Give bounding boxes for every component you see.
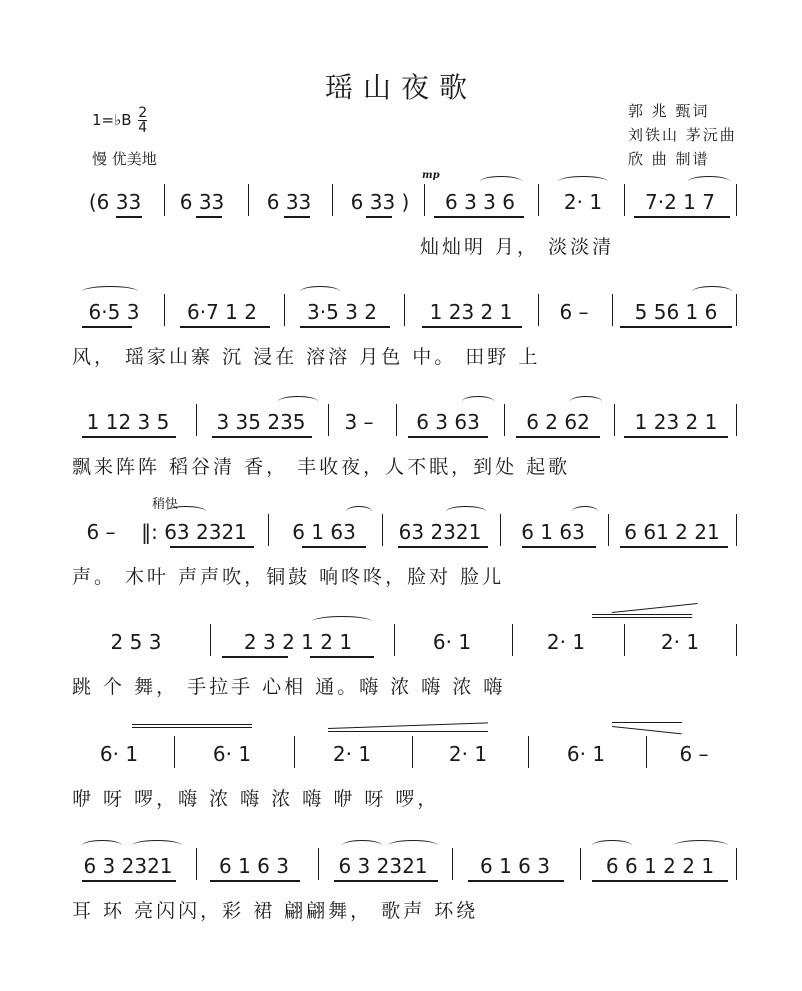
barline [504, 404, 505, 436]
barline [608, 514, 609, 546]
trill-line [592, 617, 692, 618]
underline [82, 436, 176, 438]
barline [394, 624, 395, 656]
measure: 3 35 235 [216, 410, 306, 434]
slur [692, 286, 732, 297]
underline [82, 326, 132, 328]
slur [570, 396, 602, 407]
slur [300, 286, 340, 297]
underline [408, 436, 488, 438]
slur [166, 506, 206, 517]
lyrics-line: 耳 环 亮闪闪，彩 裙 翩翩舞， 歌声 环绕 [72, 900, 479, 922]
song-title: 瑶山夜歌 [324, 71, 477, 104]
slur [592, 840, 632, 851]
measure: 6· 1 [566, 742, 606, 766]
slur [342, 840, 382, 851]
measure-row [72, 512, 742, 552]
barline [396, 404, 397, 436]
barline [174, 736, 175, 768]
slur [82, 286, 138, 297]
barline [424, 184, 425, 216]
barline [538, 184, 539, 216]
underline [116, 216, 142, 218]
slur [312, 616, 372, 627]
barline [624, 184, 625, 216]
barline [614, 404, 615, 436]
underline [516, 436, 600, 438]
underline [620, 546, 728, 548]
measure: 2 5 3 [110, 630, 162, 654]
measure: 3·5 3 2 [307, 300, 377, 324]
time-signature-top: 2 [138, 105, 148, 121]
barline [500, 514, 501, 546]
measure: 6 3 2321 [338, 854, 428, 878]
measure: 63 2321 [398, 520, 482, 544]
barline [538, 294, 539, 326]
measure: 2· 1 [332, 742, 372, 766]
measure: 1 12 3 5 [86, 410, 170, 434]
lyrics-line: 风， 瑶家山寨 沉 浸在 溶溶 月色 中。 田野 上 [72, 346, 541, 368]
slur [462, 396, 494, 407]
slur [82, 840, 122, 851]
measure: 7·2 1 7 [645, 190, 715, 214]
measure: 6 – [86, 520, 116, 544]
barline [382, 514, 383, 546]
measure: 6 33 [179, 190, 225, 214]
crescendo-line [612, 603, 698, 613]
underline [398, 546, 488, 548]
underline [300, 326, 390, 328]
lyrics-line: 飘来阵阵 稻谷清 香， 丰收夜，人不眠，到处 起歌 [72, 456, 571, 478]
measure: 6 – [679, 742, 709, 766]
barline [736, 624, 737, 656]
barline [328, 404, 329, 436]
barline [248, 184, 249, 216]
time-signature [138, 106, 147, 135]
barline [196, 848, 197, 880]
underline [468, 880, 564, 882]
trill-line [592, 614, 692, 615]
slur [558, 176, 608, 187]
lyrics-line: 灿灿明 月， 淡淡清 [420, 236, 615, 258]
slur [346, 506, 372, 517]
measure: 1 23 2 1 [429, 300, 513, 324]
underline [334, 880, 438, 882]
key-note: B [121, 111, 132, 129]
barline [318, 848, 319, 880]
slur [446, 506, 486, 517]
barline [624, 624, 625, 656]
measure: 6 1 6 3 [480, 854, 550, 878]
crescendo-line [328, 731, 488, 732]
measure: 6 3 2321 [83, 854, 173, 878]
crescendo-line [328, 722, 488, 729]
barline [452, 848, 453, 880]
underline [434, 216, 524, 218]
measure: 2 3 2 1 2 1 [243, 630, 353, 654]
measure-row [72, 182, 742, 222]
barline [404, 294, 405, 326]
underline [170, 546, 254, 548]
key-signature [92, 106, 147, 135]
barline [646, 736, 647, 768]
barline [332, 184, 333, 216]
measure: 6· 1 [432, 630, 472, 654]
barline [736, 294, 737, 326]
barline [210, 624, 211, 656]
barline [164, 294, 165, 326]
underline [180, 326, 270, 328]
barline [528, 736, 529, 768]
underline [366, 216, 392, 218]
trill-line [132, 727, 252, 728]
measure: 2· 1 [660, 630, 700, 654]
measure: 6 61 2 21 [624, 520, 720, 544]
slur [480, 176, 522, 187]
barline [612, 294, 613, 326]
barline [736, 184, 737, 216]
barline [268, 514, 269, 546]
measure-row [72, 622, 742, 662]
barline [736, 848, 737, 880]
lyricist-credit: 郭 兆 甄词 [628, 102, 710, 120]
measure: 6· 1 [99, 742, 139, 766]
lyrics-line: 声。 木叶 声声吹，铜鼓 响咚咚，脸对 脸儿 [72, 566, 505, 588]
slur [132, 840, 182, 851]
measure: (6 33 [88, 190, 142, 214]
underline [302, 546, 366, 548]
measure: 6 – [559, 300, 589, 324]
measure-row [72, 846, 742, 886]
measure-row [72, 402, 742, 442]
measure: 6·7 1 2 [187, 300, 257, 324]
measure: 6 2 62 [526, 410, 590, 434]
measure: 6 1 6 3 [219, 854, 289, 878]
tempo-marking: 慢 优美地 [92, 150, 157, 168]
underline [196, 216, 222, 218]
barline [294, 736, 295, 768]
key-prefix: 1= [92, 111, 115, 129]
measure: 3 – [344, 410, 374, 434]
slur [674, 840, 728, 851]
arranger-credit: 欣 曲 制谱 [628, 150, 710, 168]
barline [284, 294, 285, 326]
measure: ‖: 63 2321 [141, 520, 247, 544]
underline [222, 656, 288, 658]
barline [512, 624, 513, 656]
measure: 2· 1 [546, 630, 586, 654]
measure: 1 23 2 1 [634, 410, 718, 434]
lyrics-line: 跳 个 舞， 手拉手 心相 通。嗨 浓 嗨 浓 嗨 [72, 676, 506, 698]
measure-row [72, 734, 742, 774]
barline [412, 736, 413, 768]
underline [212, 436, 312, 438]
barline [196, 404, 197, 436]
measure: 6·5 3 [88, 300, 140, 324]
measure: 6 33 [266, 190, 312, 214]
measure: 6 1 63 [292, 520, 356, 544]
underline [210, 880, 300, 882]
slur [388, 840, 438, 851]
underline [82, 880, 176, 882]
flat-sign: ♭ [114, 111, 122, 129]
underline [624, 436, 728, 438]
underline [284, 216, 310, 218]
measure: 6 3 3 6 [445, 190, 515, 214]
measure: 6 1 63 [521, 520, 585, 544]
measure: 2· 1 [563, 190, 603, 214]
dynamic-mark: mp [422, 170, 440, 181]
measure: 6 3 63 [416, 410, 480, 434]
measure: 2· 1 [448, 742, 488, 766]
underline [634, 216, 730, 218]
underline [310, 656, 374, 658]
underline [620, 326, 732, 328]
measure: 6 33 ) [350, 190, 410, 214]
measure: 5 56 1 6 [634, 300, 718, 324]
barline [736, 404, 737, 436]
barline [164, 184, 165, 216]
trill-line [132, 724, 252, 725]
slur [688, 176, 730, 187]
measure: 6 6 1 2 2 1 [605, 854, 715, 878]
measure: 6· 1 [212, 742, 252, 766]
time-signature-bottom: 4 [138, 120, 148, 136]
trill-line [612, 722, 682, 723]
tempo-change-mark: 稍快 [152, 497, 179, 512]
underline [592, 880, 728, 882]
slur [278, 396, 318, 407]
lyrics-line: 咿 呀 啰，嗨 浓 嗨 浓 嗨 咿 呀 啰， [72, 788, 440, 810]
slur [572, 506, 598, 517]
barline [736, 514, 737, 546]
barline [580, 848, 581, 880]
measure-row [72, 292, 742, 332]
underline [422, 326, 522, 328]
underline [522, 546, 596, 548]
composer-credit: 刘铁山 茅沅曲 [628, 126, 737, 144]
